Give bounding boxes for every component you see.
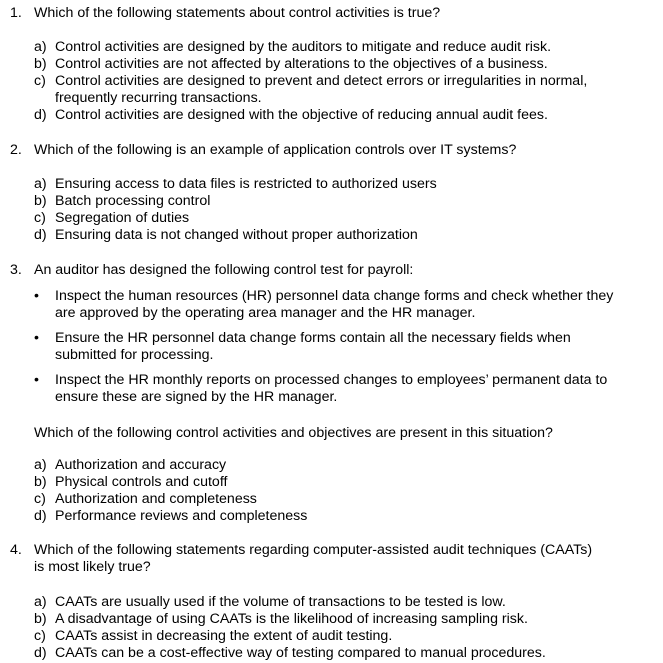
bullet-marker: • [34, 372, 39, 388]
option-text: Authorization and accuracy [55, 457, 227, 473]
option-text: Batch processing control [55, 193, 211, 209]
option-text: Control activities are designed with the objective of reducing annual audit fees. [55, 107, 548, 123]
option-letter: a) [34, 457, 47, 473]
option-text: CAATs are usually used if the volume of transactions to be tested is low. [55, 594, 506, 610]
option-letter: c) [34, 210, 46, 226]
option-letter: d) [34, 107, 47, 123]
option-letter: a) [34, 594, 47, 610]
followup-question: Which of the following control activities and objectives are present in this situation? [34, 425, 553, 441]
option-letter: a) [34, 39, 47, 55]
option-text: Control activities are designed by the auditors to mitigate and reduce audit risk. [55, 39, 552, 55]
option-letter: d) [34, 645, 47, 661]
question-text: Which of the following is an example of application controls over IT systems? [34, 142, 517, 158]
question-number: 4. [10, 542, 22, 558]
option-letter: d) [34, 227, 47, 243]
bullet-text: Ensure the HR personnel data change forms contain all the necessary fields when submitted for processing. [55, 330, 571, 363]
question-text: Which of the following statements regarding computer-assisted audit techniques (CAATs) is most likely true? [34, 542, 593, 575]
option-text: A disadvantage of using CAATs is the likelihood of increasing sampling risk. [55, 611, 528, 627]
bullet-text: Inspect the HR monthly reports on processed changes to employees’ permanent data to ensure these are signed by the HR manager. [55, 372, 608, 405]
option-text: Control activities are designed to prevent and detect errors or irregularities in normal, frequently recurring transactions. [55, 73, 588, 106]
question-number: 3. [10, 262, 22, 278]
question-text: Which of the following statements about control activities is true? [34, 5, 441, 21]
option-letter: c) [34, 491, 46, 507]
option-letter: c) [34, 73, 46, 89]
option-text: Performance reviews and completeness [55, 508, 308, 524]
option-text: Segregation of duties [55, 210, 190, 226]
option-letter: c) [34, 628, 46, 644]
bullet-text: Inspect the human resources (HR) personnel data change forms and check whether they are approved by the operating area manager and the HR manager. [55, 288, 614, 321]
option-letter: b) [34, 474, 47, 490]
option-letter: b) [34, 193, 47, 209]
question-number: 2. [10, 142, 22, 158]
option-text: Control activities are not affected by alterations to the objectives of a business. [55, 56, 548, 72]
option-text: Ensuring data is not changed without proper authorization [55, 227, 418, 243]
option-letter: a) [34, 176, 47, 192]
bullet-marker: • [34, 288, 39, 304]
option-text: Authorization and completeness [55, 491, 257, 507]
question-text: An auditor has designed the following control test for payroll: [34, 262, 414, 278]
option-text: CAATs assist in decreasing the extent of audit testing. [55, 628, 393, 644]
option-text: Ensuring access to data files is restricted to authorized users [55, 176, 437, 192]
option-text: Physical controls and cutoff [55, 474, 228, 490]
option-text: CAATs can be a cost-effective way of testing compared to manual procedures. [55, 645, 546, 661]
option-letter: b) [34, 611, 47, 627]
option-letter: d) [34, 508, 47, 524]
question-number: 1. [10, 5, 22, 21]
option-letter: b) [34, 56, 47, 72]
bullet-marker: • [34, 330, 39, 346]
